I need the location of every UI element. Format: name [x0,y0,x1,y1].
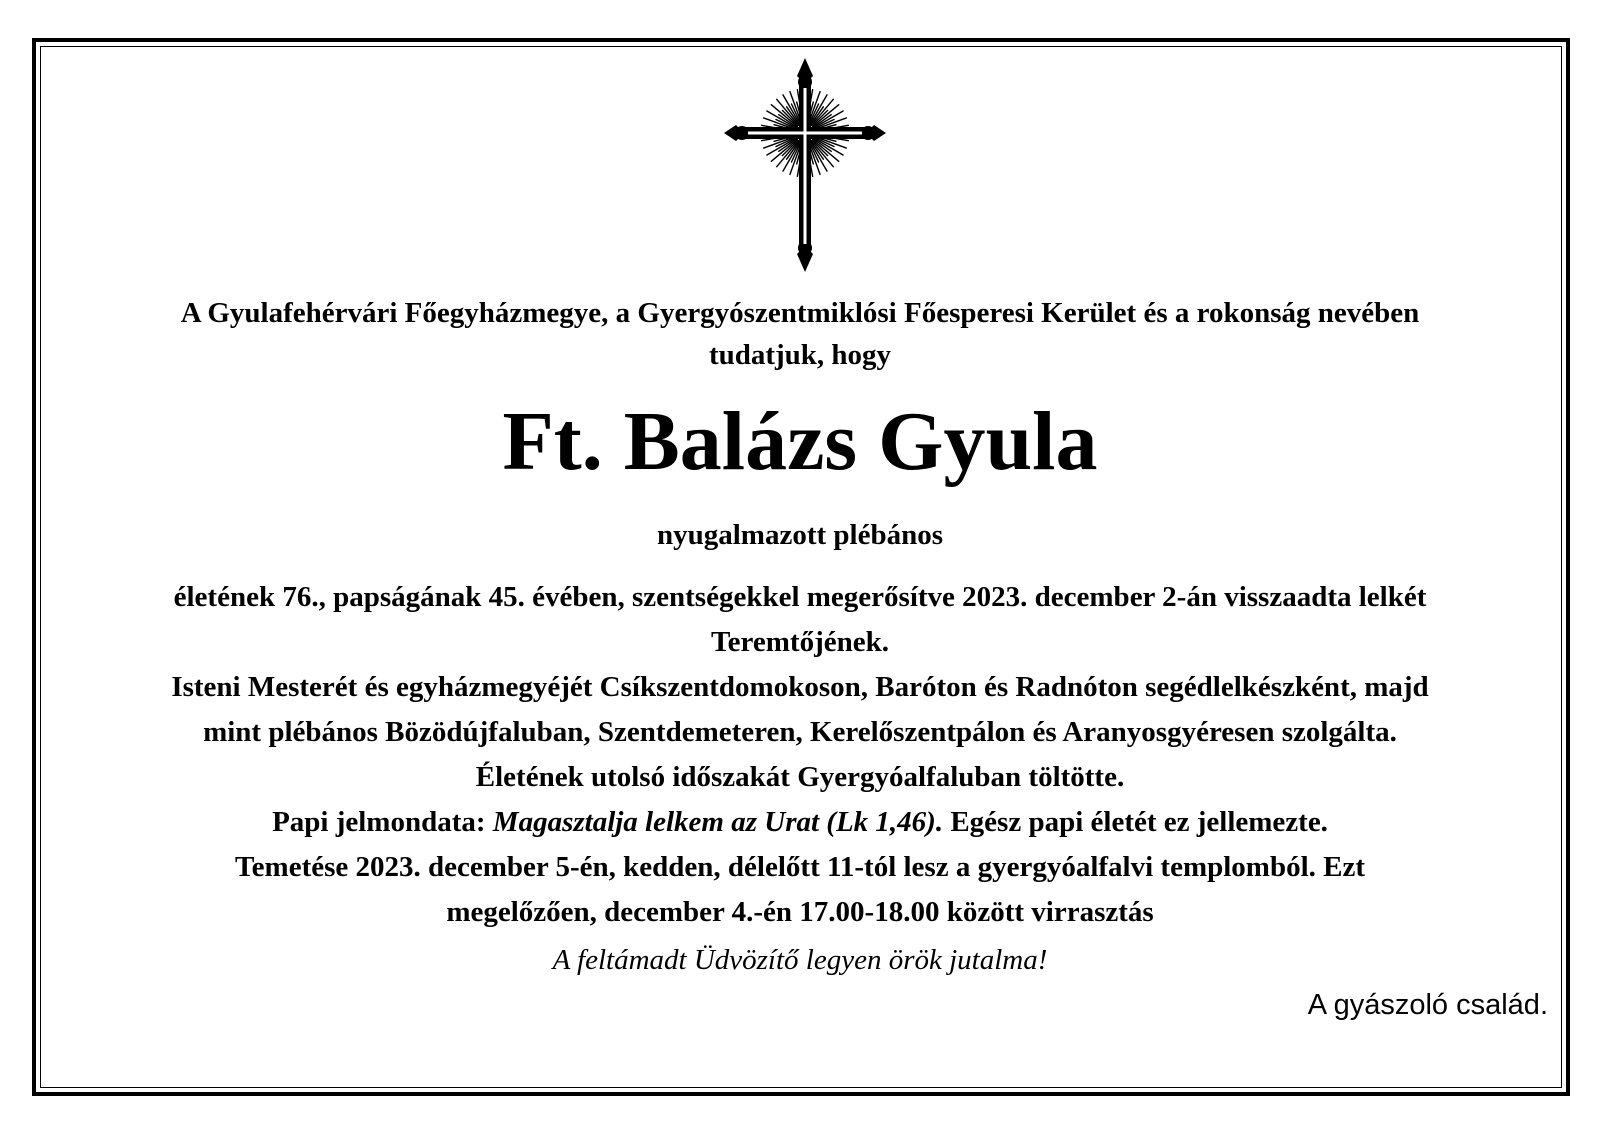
intro-paragraph [60,292,1540,376]
motto-after: Egész papi életét ez jellemezte. [943,806,1328,838]
radiant-cross-icon [724,58,886,272]
deceased-name: Ft. Balázs Gyula [502,395,1098,488]
funeral-line-1: Temetése 2023. december 5-én, kedden, délelőtt 11-tól lesz a gyergyóalfalvi templomból. Ezt [235,851,1365,883]
obituary-body [60,575,1540,935]
intro-line-1: A Gyulafehérvári Főegyházmegye, a Gyergyószentmiklósi Főesperesi Kerület és a rokonság nevében [180,297,1420,329]
body-line-1: életének 76., papságának 45. évében, szentségekkel megerősítve 2023. december 2-án visszaadta lelkét [173,581,1427,613]
motto-line [60,800,1540,845]
body-line-3: Isteni Mesterét és egyházmegyéjét Csíkszentdomokoson, Baróton és Radnóton segédlelkészként, majd [171,671,1429,703]
body-line-2: Teremtőjének. [711,626,889,658]
motto-quote: Magasztalja lelkem az Urat (Lk 1,46). [492,806,944,838]
motto-label: Papi jelmondata: [272,806,493,838]
blessing-line: A feltámadt Üdvözítő legyen örök jutalma! [552,944,1048,976]
intro-line-2: tudatjuk, hogy [708,339,892,371]
signature-line: A gyászoló család. [1307,989,1548,1021]
body-line-4: mint plébános Bözödújfaluban, Szentdemeteren, Kerelőszentpálon és Aranyosgyéresen szolgálta. [203,716,1397,748]
deceased-role: nyugalmazott plébános [656,519,943,551]
body-line-5: Életének utolsó időszakát Gyergyóalfaluban töltötte. [475,761,1125,793]
funeral-line-2: megelőzően, december 4.-én 17.00-18.00 között virrasztás [446,896,1154,928]
